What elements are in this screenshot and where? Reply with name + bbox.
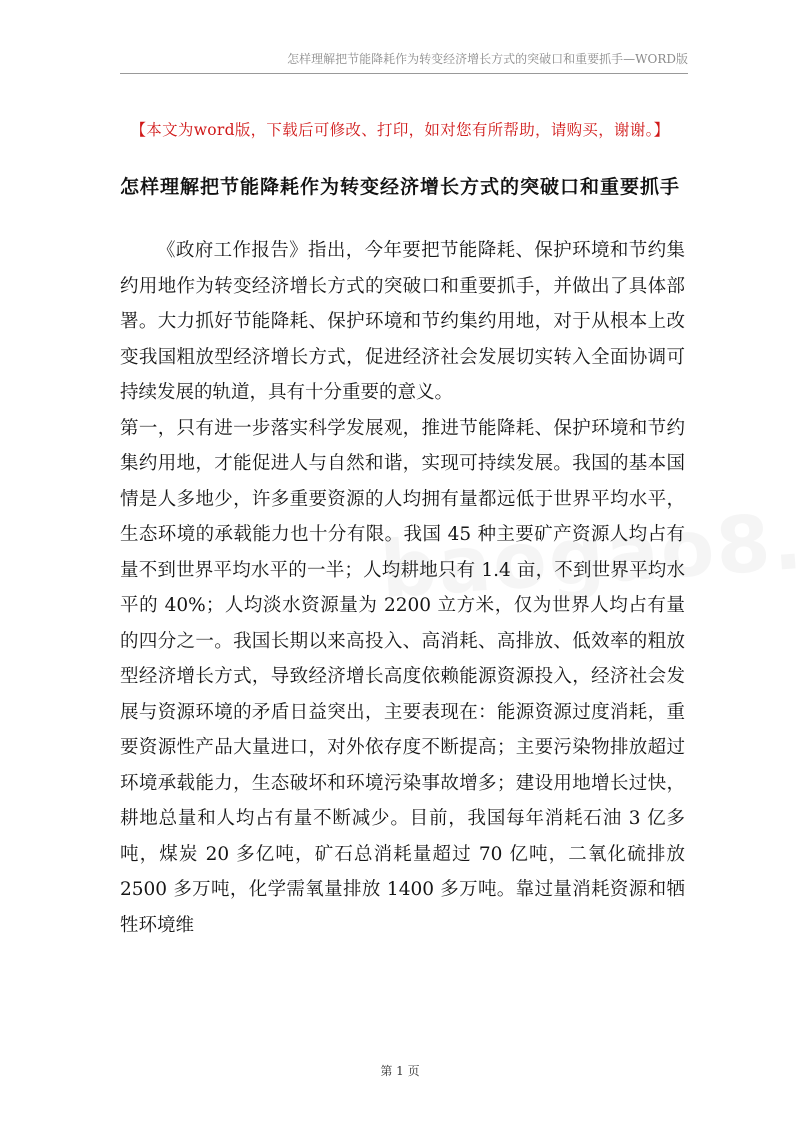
- running-header: 怎样理解把节能降耗作为转变经济增长方式的突破口和重要抓手—WORD版: [287, 52, 688, 66]
- document-title: 怎样理解把节能降耗作为转变经济增长方式的突破口和重要抓手: [119, 176, 680, 198]
- paragraph-first-point: 第一，只有进一步落实科学发展观，推进节能降耗、保护环境和节约集约用地，才能促进人与自然和谐，实现可持续发展。我国的基本国情是人多地少，许多重要资源的人均拥有量都远低于世界平均水平，生态环境的承载能力也十分有限。我国 45 种主要矿产资源人均占有量不到世界平均水平的一半；人均耕地只有 1.4 亩，不到世界平均水平的 40%；人均淡水资源量为 2200 立方米，仅为世界人均占有量的四分之一。我国长期以来高投入、高消耗、高排放、低效率的粗放型经济增长方式，导致经济增长高度依赖能源资源投入，经济社会发展与资源环境的矛盾日益突出，主要表现在：能源资源过度消耗，重要资源性产品大量进口，对外依存度不断提高；主要污染物排放超过环境承载能力，生态破坏和环境污染事故增多；建设用地增长过快，耕地总量和人均占有量不断减少。目前，我国每年消耗石油 3 亿多吨，煤炭 20 多亿吨，矿石总消耗量超过 70 亿吨，二氧化硫排放 2500 多万吨，化学需氧量排放 1400 多万吨。靠过量消耗资源和牺牲环境维: [120, 417, 685, 936]
- header-divider: [120, 73, 688, 74]
- document-body: [120, 233, 685, 943]
- page-number: 第 1 页: [380, 1064, 420, 1078]
- download-notice: 【本文为word版，下载后可修改、打印，如对您有所帮助，请购买，谢谢。】: [130, 121, 670, 139]
- paragraph-intro: 《政府工作报告》指出，今年要把节能降耗、保护环境和节约集约用地作为转变经济增长方式的突破口和重要抓手，并做出了具体部署。大力抓好节能降耗、保护环境和节约集约用地，对于从根本上改变我国粗放型经济增长方式，促进经济社会发展切实转入全面协调可持续发展的轨道，具有十分重要的意义。: [120, 240, 685, 403]
